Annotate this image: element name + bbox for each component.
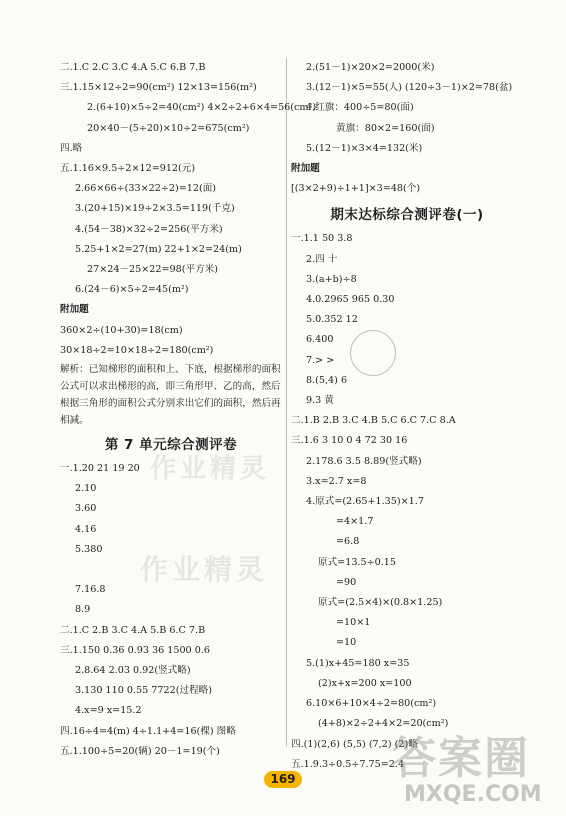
answer-line: 2.(51－1)×20×2=2000(米): [306, 62, 435, 73]
right-column: [291, 58, 523, 775]
answer-line: 2.(6+10)×5÷2=40(cm²) 4×2÷2+6×4=56(cm²): [87, 102, 317, 114]
answer-line: 2.8.64 2.03 0.92(竖式略): [75, 665, 191, 677]
answer-line: 4.(54－38)×32÷2=256(平方米): [75, 223, 223, 235]
answer-line: 黄旗：80×2=160(面): [336, 122, 435, 134]
answer-line: 原式=13.5÷0.15: [318, 556, 396, 568]
watermark-3: 答案圈: [392, 733, 530, 784]
answer-line: 四.(1)(2,6) (5,5) (7,2) (2)略: [291, 738, 418, 750]
answer-line: 9.3 黄: [306, 395, 334, 407]
answer-line: 2.178.6 3.5 8.89(竖式略): [306, 455, 422, 467]
answer-line: 一.1.1 50 3.8: [291, 233, 353, 245]
answer-line: (4+8)×2÷2+4×2=20(cm²): [318, 718, 449, 730]
answer-line: 4.原式=(2.65+1.35)×1.7: [306, 496, 424, 508]
answer-line: 7.> >: [306, 354, 335, 366]
answer-line: =10: [336, 637, 357, 649]
answer-line: 8.9: [75, 604, 91, 616]
answer-line: 4.x=9 x=15.2: [75, 705, 142, 717]
column-divider: [286, 58, 287, 746]
watermark-1: 作业精灵: [150, 454, 271, 484]
answer-line: 6.10×6+10×4÷2=80(cm²): [306, 698, 437, 710]
answer-line: 6.400: [306, 334, 334, 346]
answer-line: =90: [336, 576, 357, 588]
section-title: 第 7 单元综合测评卷: [104, 437, 238, 454]
answer-line: =10×1: [336, 617, 371, 629]
answer-line: 一.1.20 21 19 20: [60, 463, 140, 475]
answer-line: 四.略: [60, 142, 83, 154]
answer-line: 二.1.C 2.B 3.C 4.A 5.B 6.C 7.B: [60, 624, 206, 636]
left-column: [60, 58, 317, 762]
answer-line: 360×2÷(10+30)=18(cm): [60, 324, 183, 336]
answer-line: 三.1.150 0.36 0.93 36 1500 0.6: [60, 644, 210, 656]
answer-line: 4.红旗：400÷5=80(面): [306, 102, 414, 114]
answer-line: 6.(24－6)×5÷2=45(m²): [75, 284, 189, 296]
answer-line: =4×1.7: [336, 516, 374, 528]
answer-line: 2.66×66÷(33×22÷2)=12(面): [75, 183, 217, 195]
answer-line: 4.0.2965 965 0.30: [306, 294, 395, 306]
answer-line: 3.(a+b)÷8: [306, 273, 357, 285]
answer-line: 30×18÷2=10×18÷2=180(cm²): [60, 344, 214, 356]
answer-line: 五.1.100÷5=20(辆) 20－1=19(个): [60, 745, 220, 757]
answer-line: 三.1.6 3 10 0 4 72 30 16: [291, 435, 408, 447]
stamp-seal: [350, 330, 396, 376]
answer-line: 5.25+1×2=27(m) 22+1×2=24(m): [75, 243, 242, 255]
answer-line: 附加题: [60, 304, 89, 316]
answer-line: 二.1.C 2.C 3.C 4.A 5.C 6.B 7.B: [60, 62, 206, 73]
answer-line: 3.(20+15)×19÷2×3.5=119(千克): [75, 203, 235, 215]
answer-line: 5.0.352 12: [306, 314, 358, 326]
page-number: 169: [264, 771, 302, 788]
answer-line: 5.(1)x+45=180 x=35: [306, 657, 410, 669]
answer-line: 五.1.16×9.5÷2×12=912(元): [60, 163, 196, 175]
watermark-2: 作业精灵: [140, 553, 269, 586]
answer-line: 2.四 十: [306, 253, 338, 265]
answer-line: 五.1.9.3÷0.5÷7.75=2.4: [291, 758, 405, 770]
answer-line: 5.380: [75, 543, 103, 555]
answer-line: 3.130 110 0.55 7722(过程略): [75, 685, 212, 697]
answer-line: 27×24－25×22=98(平方米): [87, 264, 219, 276]
answer-line: 8.(5,4) 6: [306, 374, 348, 386]
answer-line: 二.1.B 2.B 3.C 4.B 5.C 6.C 7.C 8.A: [291, 415, 456, 427]
answer-line: 原式=(2.5×4)×(0.8×1.25): [318, 597, 443, 609]
answer-line: 7.16.8: [75, 584, 106, 596]
section-title: 期末达标综合测评卷(一): [330, 207, 484, 224]
answer-line: [(3×2+9)÷1+1]×3=48(个): [291, 183, 421, 195]
answer-line: 2.10: [75, 483, 97, 495]
answer-line: 3.60: [75, 503, 97, 515]
answer-line: 3.(12－1)×5=55(人) (120÷3－1)×2=78(盆): [306, 82, 513, 94]
answer-line: 20×40－(5÷20)×10÷2=675(cm²): [87, 122, 250, 134]
answer-line: (2)x+x=200 x=100: [318, 677, 412, 689]
answer-line: 四.16÷4=4(m) 4÷1.1+4=16(棵) 图略: [60, 725, 236, 737]
answer-line: 3.x=2.7 x=8: [306, 475, 367, 487]
answer-line: =6.8: [336, 536, 360, 548]
answer-line: 三.1.15×12÷2=90(cm²) 12×13=156(m²): [60, 82, 257, 94]
answer-line: 附加题: [291, 163, 320, 175]
answer-line: 4.16: [75, 523, 97, 535]
watermark-4: MXQE.COM: [404, 782, 542, 807]
answer-line: 5.(12－1)×3×4=132(米): [306, 142, 423, 154]
answer-line: 解析：已知梯形的面积和上、下底，根据梯形的面积公式可以求出梯形的高，即三角形甲、乙的高，然后根据三角形的面积公式分别求出它们的面积，然后再相减。: [60, 364, 281, 427]
